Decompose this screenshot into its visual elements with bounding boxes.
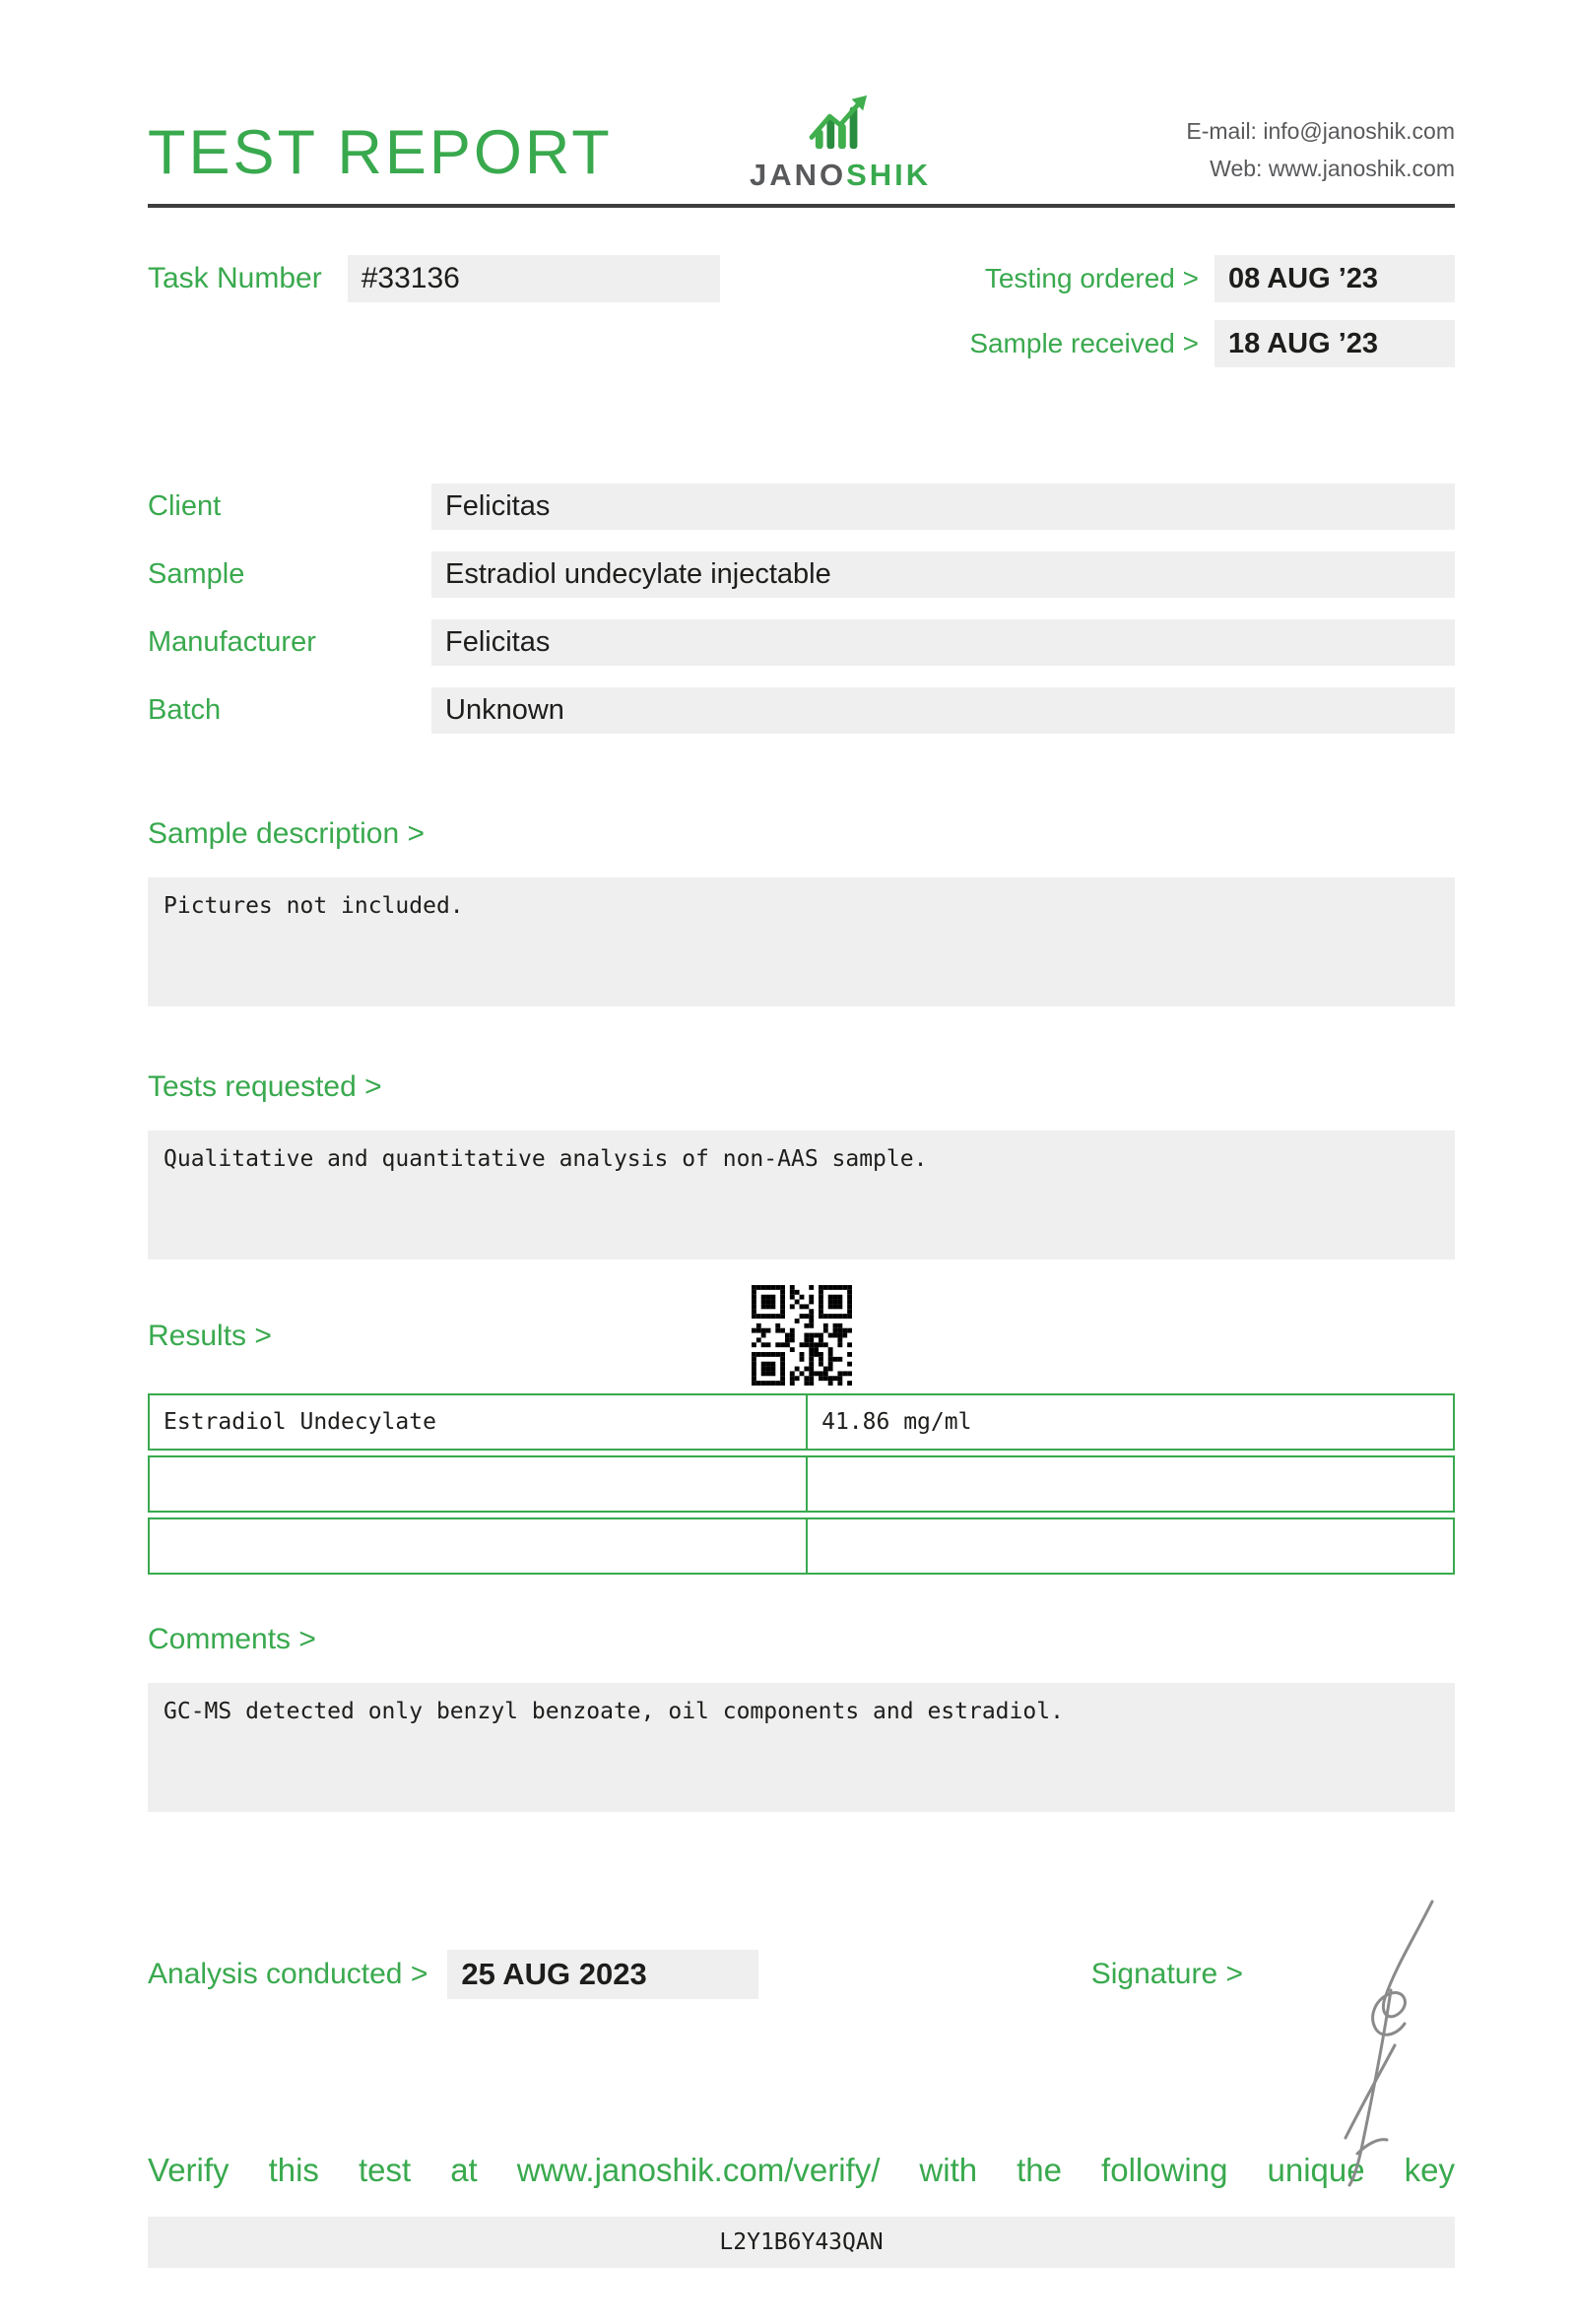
bar-chart-logo-icon (802, 94, 879, 156)
sample-received-label: Sample received > (969, 328, 1199, 358)
sample-received-row (969, 320, 1455, 367)
result-row-1 (148, 1393, 1455, 1451)
task-number-group (148, 255, 720, 302)
task-number-value: #33136 (361, 262, 460, 294)
testing-ordered-value: 08 AUG ’23 (1228, 262, 1379, 294)
sample-description-heading: Sample description > (148, 817, 425, 850)
sample-value: Estradiol undecylate injectable (445, 558, 831, 590)
logo-text-shik: SHIK (846, 158, 932, 192)
logo-wordmark (750, 160, 931, 190)
result-row-2 (148, 1455, 1455, 1513)
sample-field (431, 551, 1455, 598)
manufacturer-field (431, 619, 1455, 666)
results-heading: Results > (148, 1320, 272, 1352)
report-header (148, 0, 1455, 190)
tests-requested-box: Qualitative and quantitative analysis of non-AAS sample. (148, 1130, 1455, 1259)
unique-key-value: L2Y1B6Y43QAN (719, 2229, 884, 2255)
contact-web: Web: www.janoshik.com (1210, 156, 1455, 182)
client-value: Felicitas (445, 490, 551, 522)
batch-value: Unknown (445, 694, 564, 726)
result-analyte: Estradiol Undecylate (150, 1395, 808, 1449)
dates-group (969, 255, 1455, 385)
result-value-empty (808, 1457, 1453, 1511)
result-value-empty (808, 1519, 1453, 1573)
batch-label: Batch (148, 694, 222, 726)
detail-row-client (148, 484, 1455, 530)
result-analyte-empty (150, 1457, 808, 1511)
comments-heading: Comments > (148, 1623, 316, 1655)
result-row-3 (148, 1517, 1455, 1575)
qr-code (752, 1285, 852, 1386)
results-table (148, 1393, 1455, 1575)
result-analyte-empty (150, 1519, 808, 1573)
sample-received-value: 18 AUG ’23 (1228, 327, 1379, 359)
client-label: Client (148, 490, 222, 522)
client-field (431, 484, 1455, 530)
task-number-field (348, 255, 720, 302)
contact-info (1186, 113, 1455, 188)
contact-email: E-mail: info@janoshik.com (1186, 118, 1455, 145)
comments-box: GC-MS detected only benzyl benzoate, oil components and estradiol. (148, 1683, 1455, 1812)
sample-description-box: Pictures not included. (148, 877, 1455, 1006)
result-value: 41.86 mg/ml (821, 1409, 972, 1435)
page-title: TEST REPORT (148, 118, 613, 187)
manufacturer-label: Manufacturer (148, 626, 316, 658)
task-number-label: Task Number (148, 262, 322, 294)
signature-label: Signature > (1090, 1958, 1243, 1990)
analysis-conducted-label: Analysis conducted > (148, 1958, 428, 1990)
analysis-date-value: 25 AUG 2023 (461, 1957, 647, 1991)
batch-field (431, 687, 1455, 734)
detail-row-manufacturer (148, 619, 1455, 666)
task-section (148, 255, 1455, 385)
sample-received-field (1215, 320, 1455, 367)
logo-text-jano: JANO (749, 158, 847, 192)
analysis-row (148, 1950, 1455, 1999)
testing-ordered-label: Testing ordered > (984, 263, 1199, 293)
janoshik-logo (750, 94, 931, 190)
testing-ordered-row (969, 255, 1455, 302)
tests-requested-heading: Tests requested > (148, 1070, 382, 1103)
signature-scribble (1288, 1896, 1446, 2191)
sample-label: Sample (148, 558, 245, 590)
header-divider (148, 204, 1455, 208)
manufacturer-value: Felicitas (445, 626, 551, 658)
testing-ordered-field (1215, 255, 1455, 302)
detail-row-batch (148, 687, 1455, 734)
details-section (148, 484, 1455, 734)
verify-instruction: Verify this test at www.janoshik.com/verify/ with the following unique key (148, 2152, 1455, 2188)
unique-key-bar (148, 2217, 1455, 2268)
detail-row-sample (148, 551, 1455, 598)
analysis-date-field (447, 1950, 758, 1999)
